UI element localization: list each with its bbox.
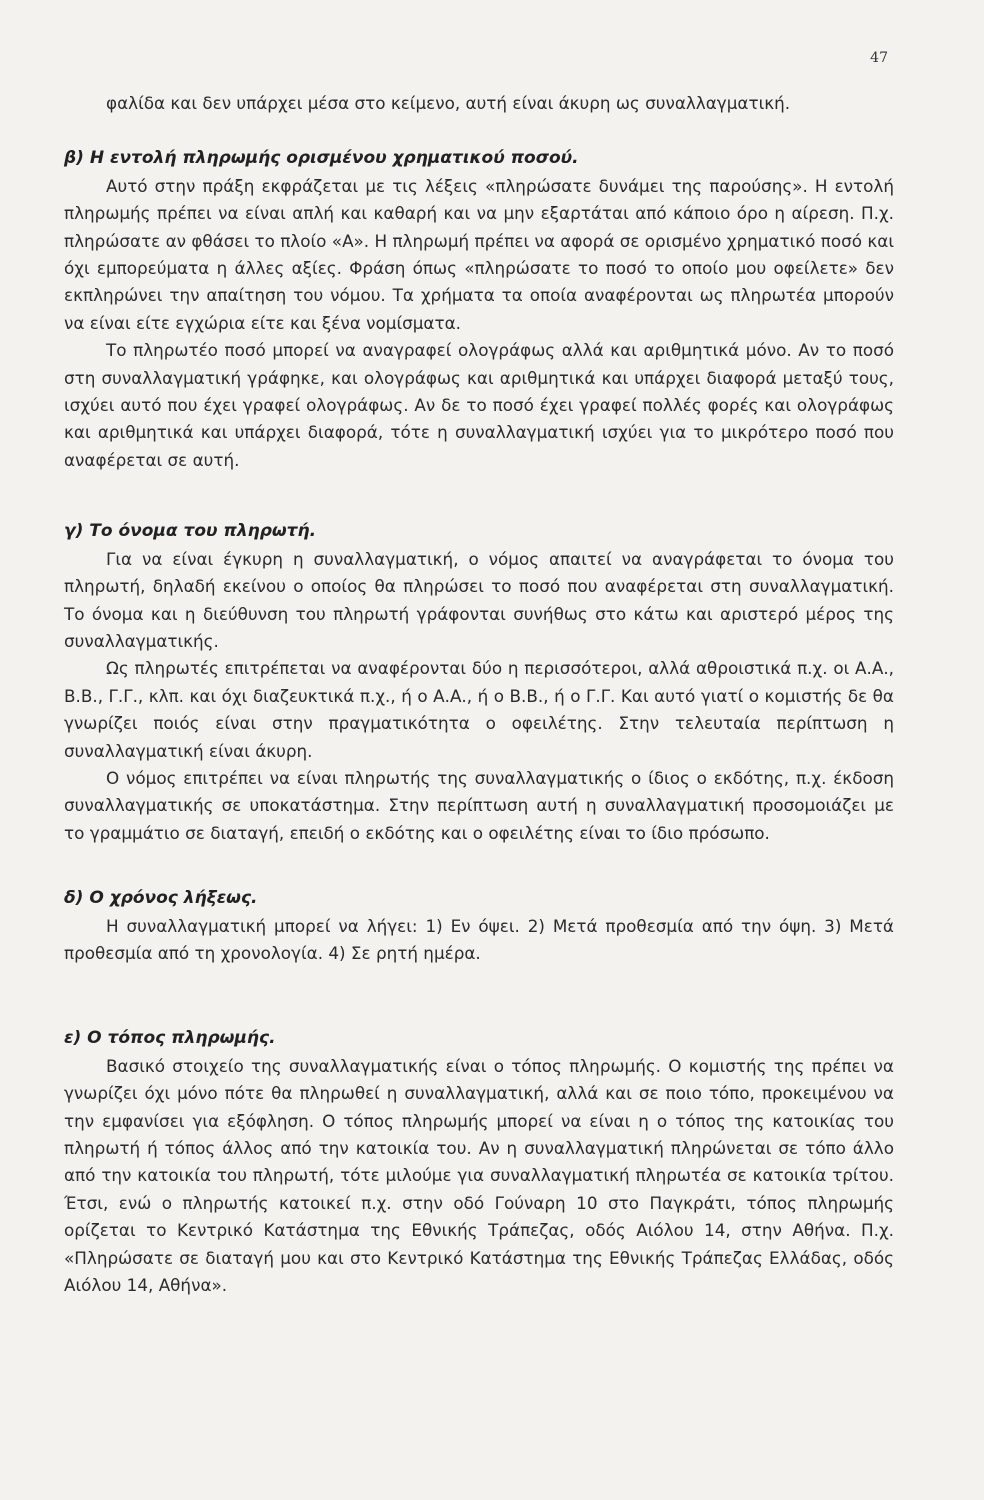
paragraph: Ο νόμος επιτρέπει να είναι πληρωτής της συναλλαγματικής ο ίδιος ο εκδότης, π.χ. έκδοση συναλλαγματικής σε υποκατάστημα. Στην περίπτωση αυτή η συναλλαγματική προσομοιάζει με το γραμμάτιο σε διαταγή, επειδή ο εκδότης και ο οφειλέτης είναι το ίδιο πρόσωπο. [64, 767, 894, 843]
paragraph: φαλίδα και δεν υπάρχει μέσα στο κείμενο, αυτή είναι άκυρη ως συναλλαγματική. [106, 93, 791, 113]
paragraph: Για να είναι έγκυρη η συναλλαγματική, ο νόμος απαιτεί να αναγράφεται το όνομα του πληρωτή, δηλαδή εκείνου ο οποίος θα πληρώσει το ποσό που αναφέρεται στη συναλλαγματική. Το όνομα και η διεύθυνση του πληρωτή γράφονται συνήθως στο κάτω και αριστερό μέρος της συναλλαγματικής. [64, 548, 894, 651]
paragraph: Βασικό στοιχείο της συναλλαγματικής είναι ο τόπος πληρωμής. Ο κομιστής της πρέπει να γνωρίζει όχι μόνο πότε θα πληρωθεί η συναλλαγματική, αλλά και σε ποιο τόπο, προκειμένου να την εμφανίσει για εξόφληση. Ο τόπος πληρωμής μπορεί να είναι η ο τόπος της κατοικίας του πληρωτή ή τόπος άλλος από την κατοικία του. Αν η συναλλαγματική πληρώνεται σε τόπο άλλο από την κατοικία του πληρωτή, τότε μιλούμε για συναλλαγματική πληρωτέα σε κατοικία τρίτου. Έτσι, ενώ ο πληρωτής κατοικεί π.χ. στην οδό Γούναρη 10 στο Παγκράτι, τόπος πληρωμής ορίζεται το Κεντρικό Κατάστημα της Εθνικής Τράπεζας, οδός Αιόλου 14, στην Αθήνα. Π.χ. «Πληρώσατε σε διαταγή μου και στο Κεντρικό Κατάστημα της Εθνικής Τράπεζας Ελλάδας, οδός Αιόλου 14, Αθήνα». [64, 1055, 894, 1296]
paragraph: Το πληρωτέο ποσό μπορεί να αναγραφεί ολογράφως αλλά και αριθμητικά μόνο. Αν το ποσό στη συναλλαγματική γράφηκε, και ολογράφως και αριθμητικά και υπάρχει διαφορά μεταξύ τους, ισχύει αυτό που έχει γραφεί ολογράφως. Αν δε το ποσό έχει γραφεί πολλές φορές και ολογράφως και αριθμητικά και υπάρχει διαφορά, τότε η συναλλαγματική ισχύει για το μικρότερο ποσό που αναφέρεται σε αυτή. [64, 340, 894, 470]
section-heading-payer-name: γ) Το όνομα του πληρωτή. [64, 521, 317, 542]
paragraph: Ως πληρωτές επιτρέπεται να αναφέρονται δύο η περισσότεροι, αλλά αθροιστικά π.χ. οι Α.Α., Β.Β., Γ.Γ., κλπ. και όχι διαζευκτικά π.χ., ή ο Α.Α., ή ο Β.Β., ή ο Γ.Γ. Και αυτό γιατί ο κομιστής δε θα γνωρίζει ποιός είναι στην πραγματικότητα ο οφειλέτης. Στην τελευταία περίπτωση η συναλλαγματική είναι άκυρη. [64, 658, 894, 761]
section-heading-place-of-payment: ε) Ο τόπος πληρωμής. [64, 1028, 276, 1049]
page-number: 47 [870, 50, 888, 66]
page-body [64, 90, 894, 1299]
paragraph: Αυτό στην πράξη εκφράζεται με τις λέξεις «πληρώσατε δυνάμει της παρούσης». Η εντολή πληρωμής πρέπει να είναι απλή και καθαρή και να μην εξαρτάται από κάποιο όρο η αίρεση. Π.χ. πληρώσατε αν φθάσει το πλοίο «Α». Η πληρωμή πρέπει να αφορά σε ορισμένο χρηματικό ποσό και όχι εμπορεύματα η άλλες αξίες. Φράση όπως «πληρώσατε το ποσό το οποίο μου οφείλετε» δεν εκπληρώνει την απαίτηση του νόμου. Τα χρήματα τα οποία αναφέρονται ως πληρωτέα μπορούν να είναι είτε εγχώρια είτε και ξένα νομίσματα. [64, 175, 894, 333]
paragraph: Η συναλλαγματική μπορεί να λήγει: 1) Εν όψει. 2) Μετά προθεσμία από την όψη. 3) Μετά προθεσμία από τη χρονολογία. 4) Σε ρητή ημέρα. [64, 915, 894, 963]
section-heading-maturity: δ) Ο χρόνος λήξεως. [64, 888, 258, 909]
section-heading-payment-order: β) Η εντολή πληρωμής ορισμένου χρηματικού ποσού. [64, 148, 579, 169]
